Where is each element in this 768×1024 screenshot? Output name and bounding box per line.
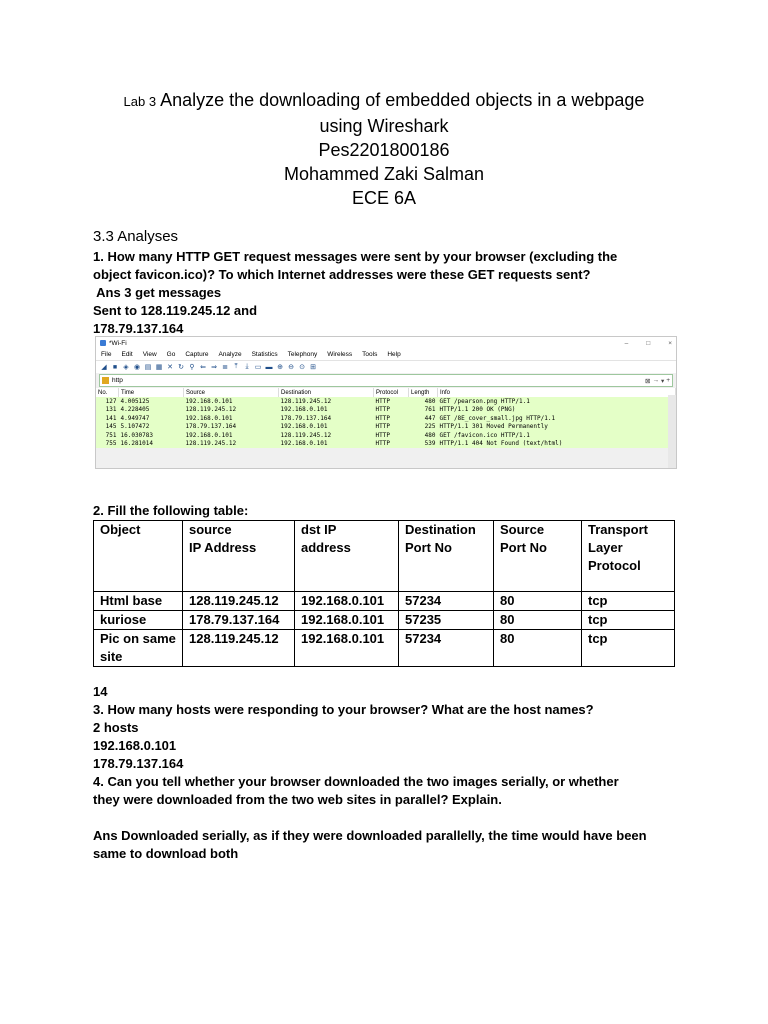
- table-header-cell: Source Port No: [494, 521, 582, 592]
- q3-pre: 14: [93, 684, 108, 699]
- q1-answer-1: Ans 3 get messages: [93, 285, 222, 300]
- question-3: [93, 683, 647, 863]
- student-id: Pes2201800186: [318, 140, 450, 160]
- bookmark-icon[interactable]: [102, 377, 109, 384]
- packet-row[interactable]: [96, 414, 676, 423]
- packet-list-header: [96, 388, 676, 397]
- go-back-icon[interactable]: ⇐: [200, 364, 206, 371]
- q1-answer-3: 178.79.137.164: [93, 321, 184, 336]
- packet-row[interactable]: [96, 440, 676, 449]
- packet-cell: 751: [105, 431, 117, 439]
- packet-row[interactable]: [96, 423, 676, 432]
- packet-cell: 128.119.245.12: [185, 440, 237, 448]
- student-name: Mohammed Zaki Salman: [283, 164, 485, 184]
- packet-cell: 178.79.137.164: [185, 423, 237, 431]
- packet-cell: 447: [424, 414, 436, 422]
- col-time[interactable]: Time: [119, 388, 184, 397]
- packet-cell: 539: [424, 440, 436, 448]
- table-cell: 80: [494, 611, 582, 630]
- q2-question: 2. Fill the following table:: [93, 503, 249, 518]
- q3-answer-2: 192.168.0.101: [93, 738, 177, 753]
- last-packet-icon[interactable]: ⤓: [245, 363, 249, 370]
- col-destination[interactable]: Destination: [279, 388, 374, 397]
- packet-cell: GET /favicon.ico HTTP/1.1: [439, 431, 530, 439]
- document-title: [0, 88, 768, 210]
- table-cell: 192.168.0.101: [295, 611, 399, 630]
- go-to-packet-icon[interactable]: ≣: [222, 364, 228, 371]
- display-filter-bar[interactable]: [99, 374, 673, 387]
- menu-help[interactable]: Help: [387, 351, 401, 358]
- stop-capture-icon[interactable]: ■: [112, 363, 118, 371]
- start-capture-icon[interactable]: ◢: [101, 364, 107, 371]
- maximize-icon[interactable]: □: [646, 339, 651, 347]
- menu-edit[interactable]: Edit: [121, 351, 133, 358]
- table-cell: Html base: [94, 592, 183, 611]
- table-header-cell: Destination Port No: [399, 521, 494, 592]
- filter-text[interactable]: http: [112, 377, 123, 384]
- packet-cell: 192.168.0.101: [280, 423, 328, 431]
- open-file-icon[interactable]: ▤: [144, 364, 152, 371]
- packet-cell: 4.949747: [120, 414, 150, 422]
- table-cell: 128.119.245.12: [183, 592, 295, 611]
- zoom-normal-icon[interactable]: ⊙: [299, 364, 305, 371]
- col-no[interactable]: No.: [96, 388, 119, 397]
- packet-row[interactable]: [96, 406, 676, 415]
- packet-cell: 225: [424, 423, 436, 431]
- colorize-icon[interactable]: ▬: [265, 363, 273, 371]
- packet-cell: 5.107472: [120, 423, 150, 431]
- close-file-icon[interactable]: ✕: [167, 364, 173, 371]
- packet-cell: 16.281014: [120, 440, 154, 448]
- table-header-row: [94, 521, 675, 592]
- zoom-in-icon[interactable]: ⊕: [277, 364, 283, 371]
- q3-answer-3: 178.79.137.164: [93, 756, 184, 771]
- packet-list: [96, 388, 676, 448]
- resize-columns-icon[interactable]: ⊞: [310, 364, 316, 371]
- q3-answer-1: 2 hosts: [93, 720, 139, 735]
- table-header-cell: dst IP address: [295, 521, 399, 592]
- packet-cell: 131: [105, 406, 117, 414]
- apply-filter-icon[interactable]: →: [652, 376, 659, 384]
- table-cell: 192.168.0.101: [295, 592, 399, 611]
- packet-cell: 145: [105, 423, 117, 431]
- menu-tools[interactable]: Tools: [362, 351, 378, 358]
- col-info[interactable]: Info: [438, 388, 676, 397]
- packet-cell: HTTP: [375, 431, 390, 439]
- add-filter-icon[interactable]: +: [666, 376, 670, 384]
- ws-menubar: [96, 349, 676, 360]
- q4-answer-2: same to download both: [93, 846, 239, 861]
- menu-statistics[interactable]: Statistics: [251, 351, 278, 358]
- lab-prefix: Lab 3: [123, 94, 157, 109]
- q3-question: 3. How many hosts were responding to your browser? What are the host names?: [93, 702, 594, 717]
- table-cell: 57234: [399, 630, 494, 667]
- ws-title: *Wi-Fi: [109, 339, 127, 347]
- autoscroll-icon[interactable]: ▭: [254, 364, 262, 371]
- packet-cell: 480: [424, 397, 436, 405]
- table-cell: tcp: [582, 630, 675, 667]
- packet-cell: 128.119.245.12: [280, 431, 332, 439]
- table-cell: kuriose: [94, 611, 183, 630]
- packet-cell: HTTP/1.1 404 Not Found (text/html): [439, 440, 563, 448]
- packet-cell: 4.005125: [120, 397, 150, 405]
- answer-table: [93, 520, 675, 667]
- find-packet-icon[interactable]: ⚲: [189, 364, 195, 371]
- clear-filter-icon[interactable]: ⊠: [644, 377, 651, 385]
- title-line-2: using Wireshark: [319, 116, 449, 136]
- packet-cell: HTTP: [375, 440, 390, 448]
- table-cell: 80: [494, 630, 582, 667]
- packet-cell: 480: [424, 431, 436, 439]
- packet-cell: 192.168.0.101: [280, 440, 328, 448]
- packet-cell: GET /pearson.png HTTP/1.1: [439, 397, 530, 405]
- student-class: ECE 6A: [351, 188, 417, 208]
- table-row: [94, 611, 675, 630]
- ws-toolbar: [96, 360, 676, 373]
- q4-answer-1: Ans Downloaded serially, as if they were downloaded parallelly, the time would have been: [93, 828, 647, 843]
- ws-titlebar: [96, 337, 676, 349]
- packet-cell: HTTP: [375, 423, 390, 431]
- menu-wireless[interactable]: Wireless: [327, 351, 353, 358]
- packet-cell: HTTP/1.1 200 OK (PNG): [439, 406, 516, 414]
- packet-row[interactable]: [96, 431, 676, 440]
- table-header-cell: source IP Address: [183, 521, 295, 592]
- table-cell: 57234: [399, 592, 494, 611]
- wireshark-screenshot: [95, 336, 677, 469]
- menu-analyze[interactable]: Analyze: [218, 351, 242, 358]
- table-cell: Pic on same site: [94, 630, 183, 667]
- minimize-icon[interactable]: –: [624, 339, 629, 347]
- table-header-cell: Transport Layer Protocol: [582, 521, 675, 592]
- packet-cell: 128.119.245.12: [185, 406, 237, 414]
- restart-capture-icon[interactable]: ◈: [123, 364, 129, 371]
- table-row: [94, 630, 675, 667]
- table-header-cell: Object: [94, 521, 183, 592]
- zoom-out-icon[interactable]: ⊖: [288, 364, 294, 371]
- q1-line-1: 1. How many HTTP GET request messages were sent by your browser (excluding the: [93, 249, 618, 264]
- first-packet-icon[interactable]: ⤒: [234, 363, 238, 370]
- packet-cell: 4.228405: [120, 406, 150, 414]
- menu-telephony[interactable]: Telephony: [287, 351, 318, 358]
- packet-cell: HTTP: [375, 414, 390, 422]
- go-forward-icon[interactable]: ⇒: [211, 364, 217, 371]
- packet-cell: 16.030783: [120, 431, 154, 439]
- reload-icon[interactable]: ↻: [178, 364, 184, 371]
- menu-file[interactable]: File: [101, 351, 112, 358]
- save-file-icon[interactable]: ▦: [155, 364, 163, 371]
- packet-cell: 192.168.0.101: [280, 406, 328, 414]
- menu-view[interactable]: View: [142, 351, 157, 358]
- table-cell: 57235: [399, 611, 494, 630]
- title-line-1: Analyze the downloading of embedded objects in a webpage: [160, 90, 645, 110]
- table-cell: 128.119.245.12: [183, 630, 295, 667]
- q4-line-1: 4. Can you tell whether your browser downloaded the two images serially, or whether: [93, 774, 619, 789]
- wireshark-fin-icon: [100, 340, 106, 346]
- packet-cell: 128.119.245.12: [280, 397, 332, 405]
- table-row: [94, 592, 675, 611]
- question-1: [93, 248, 617, 338]
- packet-cell: HTTP: [375, 397, 390, 405]
- close-icon[interactable]: ×: [668, 339, 672, 347]
- packet-cell: 761: [424, 406, 436, 414]
- packet-cell: 178.79.137.164: [280, 414, 332, 422]
- table-cell: 178.79.137.164: [183, 611, 295, 630]
- table-cell: tcp: [582, 611, 675, 630]
- packet-cell: HTTP/1.1 301 Moved Permanently: [439, 423, 548, 431]
- q4-line-2: they were downloaded from the two web sites in parallel? Explain.: [93, 792, 502, 807]
- table-cell: tcp: [582, 592, 675, 611]
- packet-cell: 755: [105, 440, 117, 448]
- table-cell: 80: [494, 592, 582, 611]
- packet-cell: 192.168.0.101: [185, 431, 233, 439]
- col-length[interactable]: Length: [409, 388, 438, 397]
- options-icon[interactable]: ◉: [133, 364, 141, 371]
- packet-cell: 127: [105, 397, 117, 405]
- col-source[interactable]: Source: [184, 388, 279, 397]
- packet-cell: GET /8E_cover_small.jpg HTTP/1.1: [439, 414, 556, 422]
- menu-capture[interactable]: Capture: [185, 351, 209, 358]
- scrollbar[interactable]: [668, 395, 676, 468]
- q1-line-2: object favicon.ico)? To which Internet addresses were these GET requests sent?: [93, 267, 591, 282]
- packet-cell: HTTP: [375, 406, 390, 414]
- col-protocol[interactable]: Protocol: [374, 388, 409, 397]
- filter-dropdown-icon[interactable]: ▾: [660, 377, 665, 385]
- packet-cell: 141: [105, 414, 117, 422]
- packet-cell: 192.168.0.101: [185, 414, 233, 422]
- menu-go[interactable]: Go: [166, 351, 176, 358]
- q1-answer-2: Sent to 128.119.245.12 and: [93, 303, 258, 318]
- packet-cell: 192.168.0.101: [185, 397, 233, 405]
- packet-row[interactable]: [96, 397, 676, 406]
- section-heading: 3.3 Analyses: [93, 228, 179, 245]
- table-cell: 192.168.0.101: [295, 630, 399, 667]
